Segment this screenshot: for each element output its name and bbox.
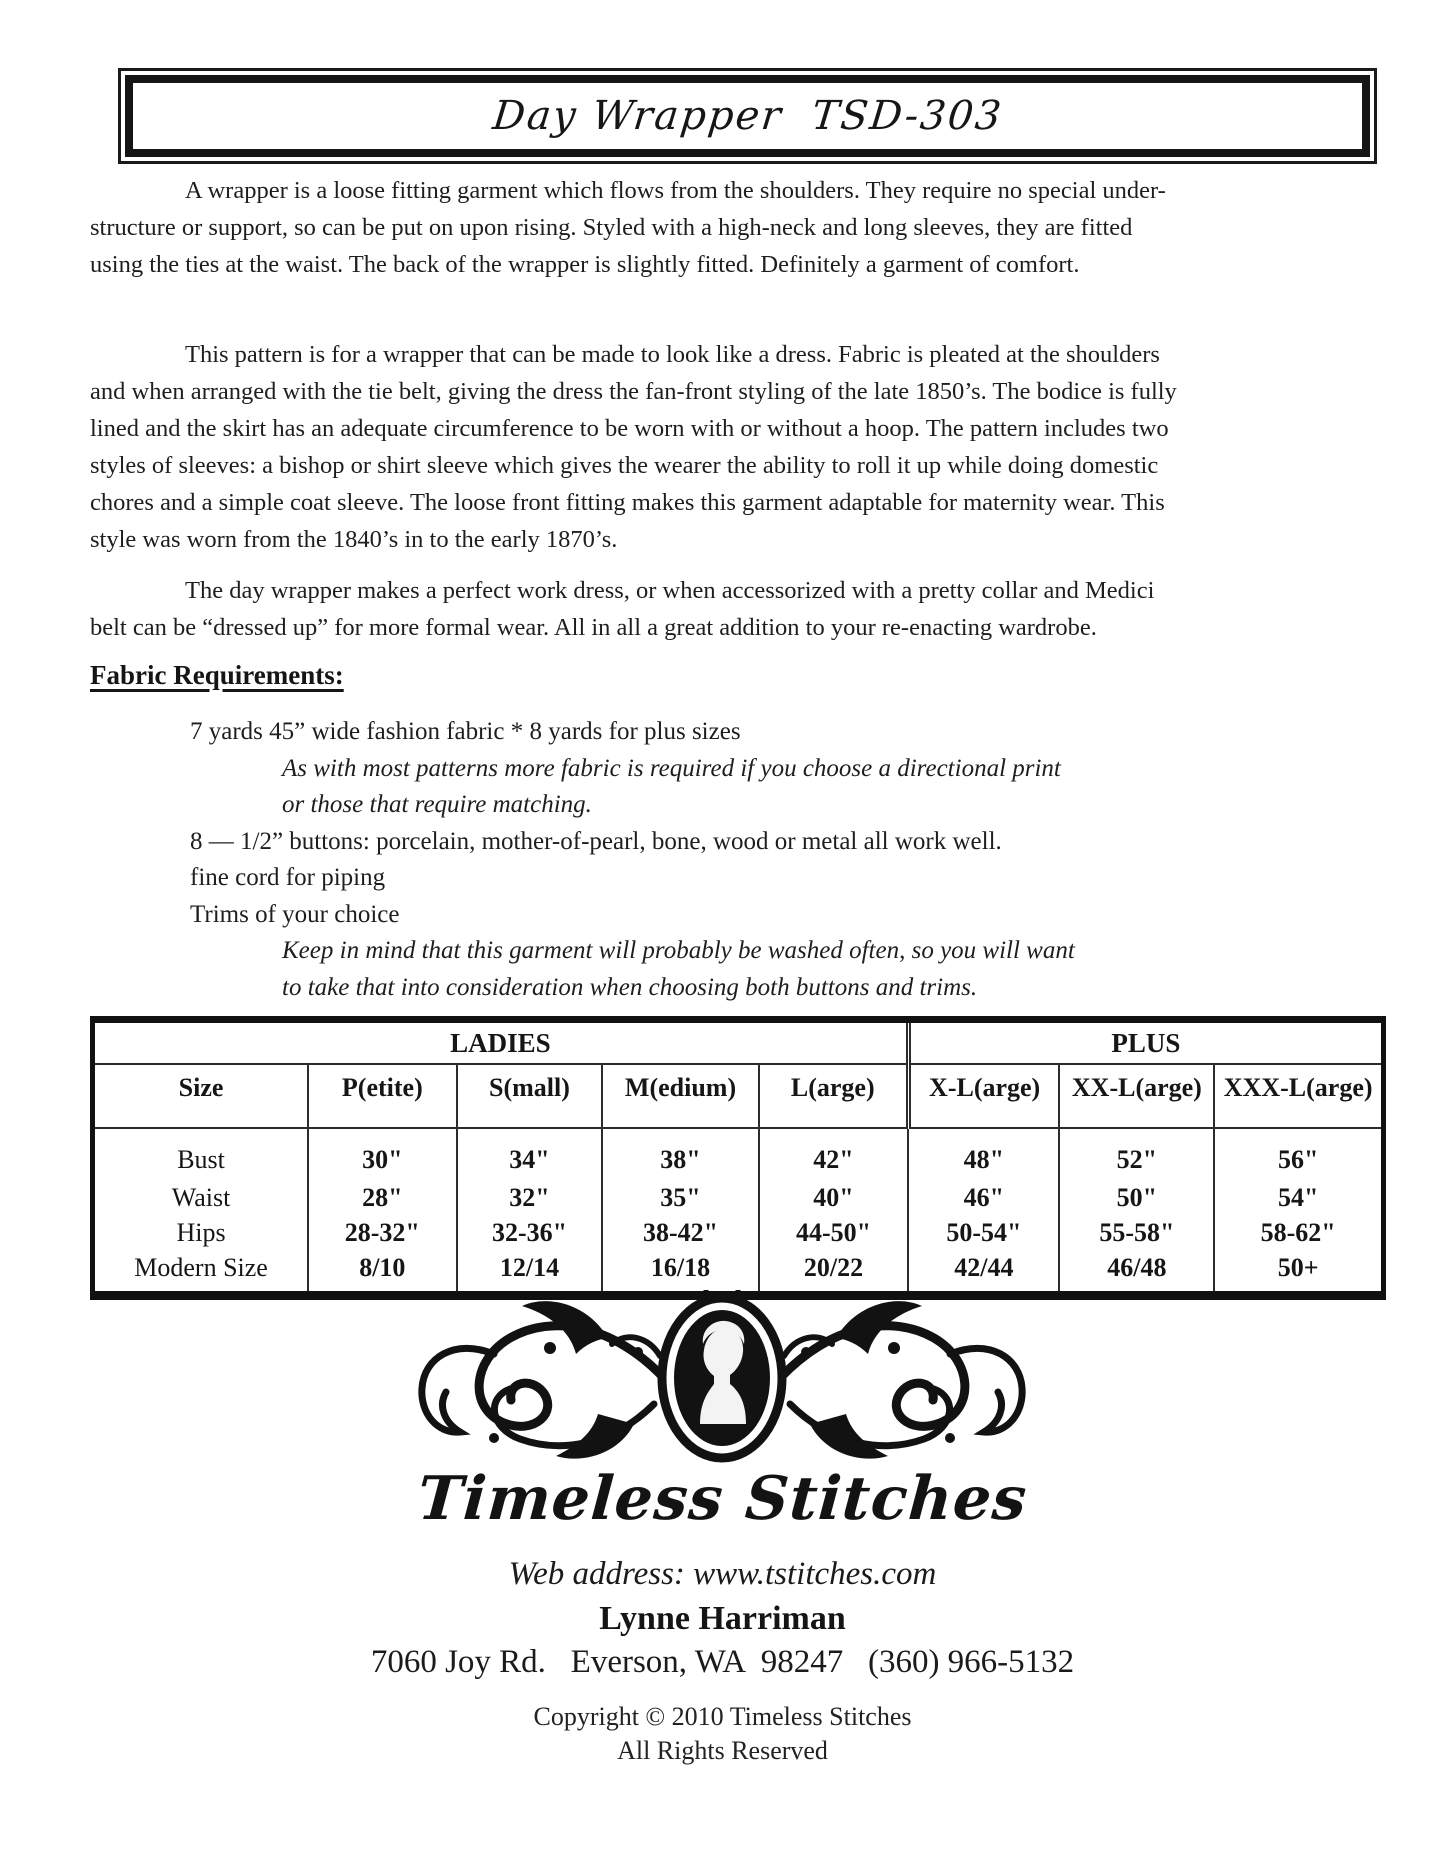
cell: 42"	[759, 1128, 909, 1180]
row-label: Bust	[177, 1144, 225, 1174]
list-item: fine cord for piping	[190, 864, 386, 891]
column-header-xlarge: X-L(arge)	[908, 1064, 1059, 1128]
cell: 28"	[308, 1180, 456, 1215]
rights-line: All Rights Reserved	[617, 1736, 828, 1765]
table-group-header-row	[93, 1020, 1384, 1065]
cell: 42/44	[908, 1250, 1059, 1296]
column-header-size: Size	[93, 1064, 309, 1128]
list-item-note: Keep in mind that this garment will probably be washed often, so you will want	[282, 937, 1075, 964]
table-row-hips	[93, 1215, 1384, 1250]
owner-name: Lynne Harriman	[599, 1600, 846, 1637]
cell: 50-54"	[908, 1215, 1059, 1250]
cell: 12/14	[457, 1250, 603, 1296]
fabric-requirements-list	[90, 714, 1200, 1006]
cell: 46/48	[1059, 1250, 1214, 1296]
row-label: Waist	[171, 1182, 231, 1212]
list-item: Trims of your choice	[190, 900, 400, 928]
cell: 44-50"	[759, 1215, 909, 1250]
cell: 30"	[308, 1128, 456, 1180]
cell: 20/22	[759, 1250, 909, 1296]
table-column-header-row	[93, 1064, 1384, 1128]
cell: 46"	[908, 1180, 1059, 1215]
cell: 34"	[457, 1128, 603, 1180]
cell: 8/10	[308, 1250, 456, 1296]
table-group-ladies: LADIES	[93, 1020, 909, 1065]
cell: 50+	[1214, 1250, 1383, 1296]
column-header-large: L(arge)	[759, 1064, 909, 1128]
cell: 32-36"	[457, 1215, 603, 1250]
copyright-line: Copyright © 2010 Timeless Stitches	[533, 1702, 912, 1731]
row-label: Modern Size	[134, 1252, 268, 1282]
cell: 52"	[1059, 1128, 1214, 1180]
cell: 58-62"	[1214, 1215, 1383, 1250]
cell: 40"	[759, 1180, 909, 1215]
list-item: 7 yards 45” wide fashion fabric * 8 yards for plus sizes	[190, 718, 741, 745]
column-header-petite: P(etite)	[308, 1064, 456, 1128]
cameo-ornament-graphic	[402, 1286, 1042, 1471]
title-box-inner-border	[125, 75, 1370, 157]
size-chart-table	[90, 1016, 1386, 1300]
cell: 38-42"	[602, 1215, 758, 1250]
list-item-note: to take that into consideration when choosing both buttons and trims.	[282, 973, 978, 1001]
cell: 35"	[602, 1180, 758, 1215]
cell: 55-58"	[1059, 1215, 1214, 1250]
column-header-medium: M(edium)	[602, 1064, 758, 1128]
row-label: Hips	[176, 1217, 226, 1247]
pattern-title: Day Wrapper TSD-303	[490, 93, 1005, 139]
column-header-small: S(mall)	[457, 1064, 603, 1128]
usage-paragraph: The day wrapper makes a perfect work dress, or when accessorized with a pretty collar and Medici belt can be “dressed up” for more formal wear. All in all a great addition to your re-enacting wardrobe.	[90, 577, 1155, 641]
address-line: 7060 Joy Rd. Everson, WA 98247 (360) 966-5132	[370, 1644, 1075, 1680]
pattern-description-paragraph: This pattern is for a wrapper that can be made to look like a dress. Fabric is pleated at the shoulders and when arranged with the tie belt, giving the dress the fan-front styling of the late 1850’s. The bodice is fully lined and the skirt has an adequate circumference to be worn with or without a hoop. The pattern includes two styles of sleeves: a bishop or shirt sleeve which gives the wearer the ability to roll it up while doing domestic chores and a simple coat sleeve. The loose front fitting makes this garment adaptable for maternity wear. This style was worn from the 1840’s in to the early 1870’s.	[90, 341, 1177, 553]
table-row-bust	[93, 1128, 1384, 1180]
title-box	[118, 68, 1377, 164]
cell: 32"	[457, 1180, 603, 1215]
cell: 48"	[908, 1128, 1059, 1180]
web-address: Web address: www.tstitches.com	[508, 1556, 937, 1592]
list-item: 8 — 1/2” buttons: porcelain, mother-of-pearl, bone, wood or metal all work well.	[190, 827, 1002, 855]
cell: 38"	[602, 1128, 758, 1180]
cell: 56"	[1214, 1128, 1383, 1180]
fabric-requirements-heading	[90, 660, 344, 691]
cell: 54"	[1214, 1180, 1383, 1215]
table-group-plus: PLUS	[908, 1020, 1383, 1065]
column-header-xxxlarge: XXX-L(arge)	[1214, 1064, 1383, 1128]
cell: 50"	[1059, 1180, 1214, 1215]
intro-paragraph: A wrapper is a loose fitting garment which flows from the shoulders. They require no special under-structure or support, so can be put on upon rising. Styled with a high-neck and long sleeves, they are fitted using the ties at the waist. The back of the wrapper is slightly fitted. Definitely a garment of comfort.	[90, 177, 1166, 278]
cell: 28-32"	[308, 1215, 456, 1250]
column-header-xxlarge: XX-L(arge)	[1059, 1064, 1214, 1128]
company-logo-text: Timeless Stitches	[415, 1464, 1030, 1534]
list-item-note: or those that require matching.	[282, 791, 592, 818]
table-row-waist	[93, 1180, 1384, 1215]
list-item-note: As with most patterns more fabric is required if you choose a directional print	[282, 754, 1061, 782]
cameo-ornament-icon	[402, 1286, 1042, 1471]
fabric-requirements-heading-text: Fabric Requirements:	[90, 660, 344, 690]
cell: 16/18	[602, 1250, 758, 1296]
